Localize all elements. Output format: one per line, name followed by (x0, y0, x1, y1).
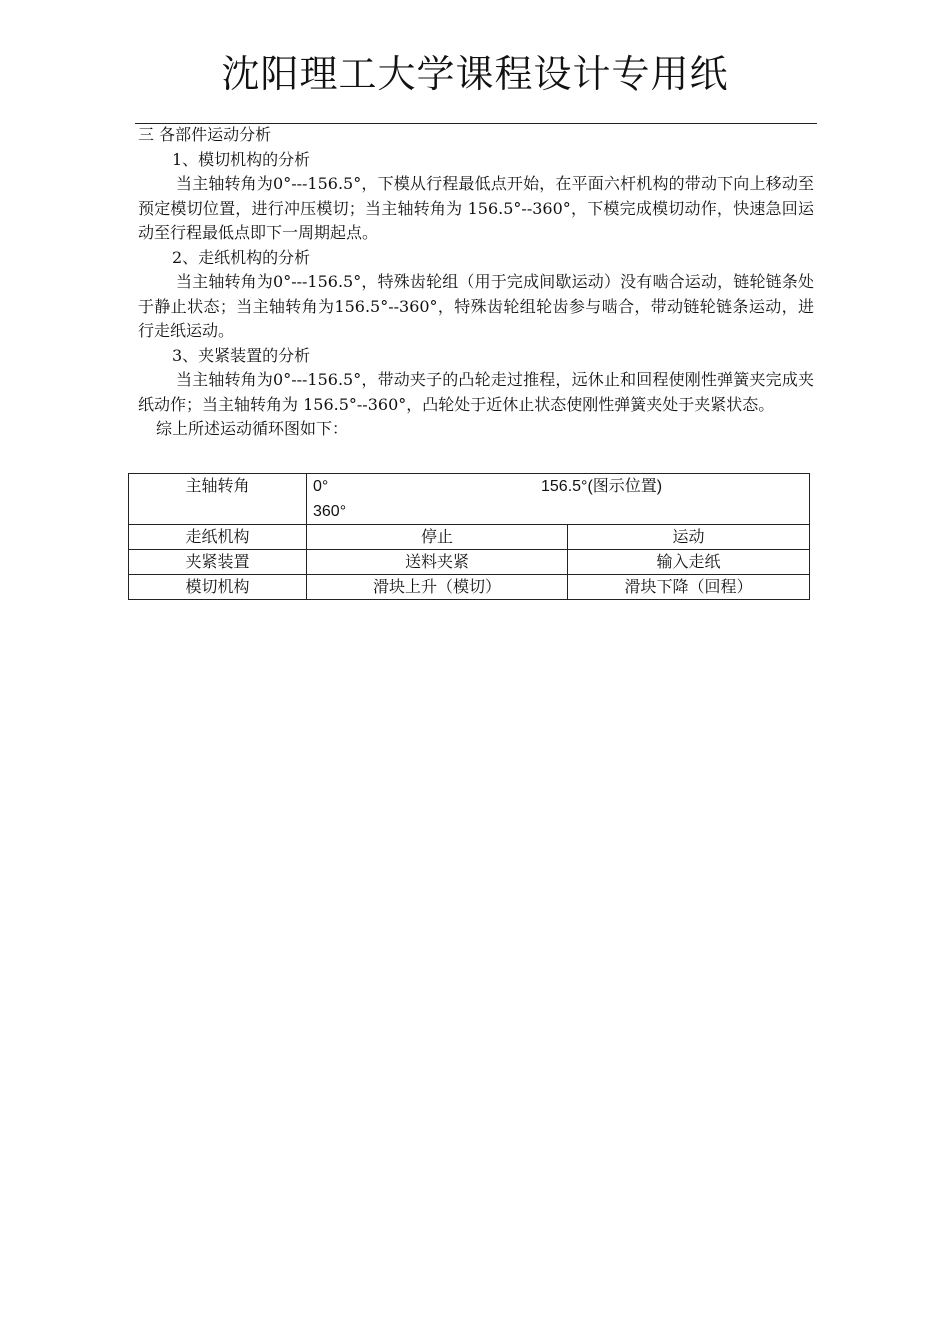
row-phase2: 滑块下降（回程） (568, 575, 810, 600)
page-title: 沈阳理工大学课程设计专用纸 (221, 52, 729, 96)
angle-mid: 156.5°(图示位置) (541, 478, 663, 495)
table-header-label: 主轴转角 (129, 474, 307, 525)
part-1-paragraph: 当主轴转角为0°---156.5°，下模从行程最低点开始，在平面六杆机构的带动下向上移动至预定模切位置，进行冲压模切；当主轴转角为 156.5°--360°，下模完成模切动作，快速急回运动至行程最低点即下一周期起点。 (138, 174, 814, 242)
angle-line-2 (313, 499, 803, 524)
summary-line: 综上所述运动循环图如下： (156, 419, 349, 438)
table-row (129, 525, 810, 550)
part-2-heading: 2、走纸机构的分析 (172, 247, 311, 267)
row-phase1: 停止 (307, 525, 568, 550)
part-1-heading: 1、模切机构的分析 (172, 149, 311, 169)
section-heading: 三 各部件运动分析 (138, 125, 272, 144)
table-row (129, 575, 810, 600)
row-phase2: 运动 (568, 525, 810, 550)
row-phase2: 输入走纸 (568, 550, 810, 575)
part-2-paragraph: 当主轴转角为0°---156.5°，特殊齿轮组（用于完成间歇运动）没有啮合运动，链轮链条处于静止状态；当主轴转角为156.5°--360°，特殊齿轮组轮齿参与啮合，带动链轮链条运动，进行走纸运动。 (138, 272, 814, 340)
motion-cycle-table (128, 473, 810, 600)
part-3-paragraph: 当主轴转角为0°---156.5°，带动夹子的凸轮走过推程，远休止和回程使刚性弹簧夹完成夹纸动作；当主轴转角为 156.5°--360°，凸轮处于近休止状态使刚性弹簧夹处于夹紧状态。 (138, 370, 814, 414)
row-label: 夹紧装置 (129, 550, 307, 575)
angle-line-1 (313, 474, 803, 499)
table-row (129, 550, 810, 575)
angle-start: 0° (313, 478, 329, 495)
row-label: 走纸机构 (129, 525, 307, 550)
row-phase1: 送料夹紧 (307, 550, 568, 575)
document-body (138, 123, 814, 442)
table-row (129, 474, 810, 525)
row-phase1: 滑块上升（模切） (307, 575, 568, 600)
angle-cell (307, 474, 810, 525)
part-3-heading: 3、夹紧装置的分析 (172, 345, 311, 365)
angle-end: 360° (313, 503, 347, 520)
row-label: 模切机构 (129, 575, 307, 600)
